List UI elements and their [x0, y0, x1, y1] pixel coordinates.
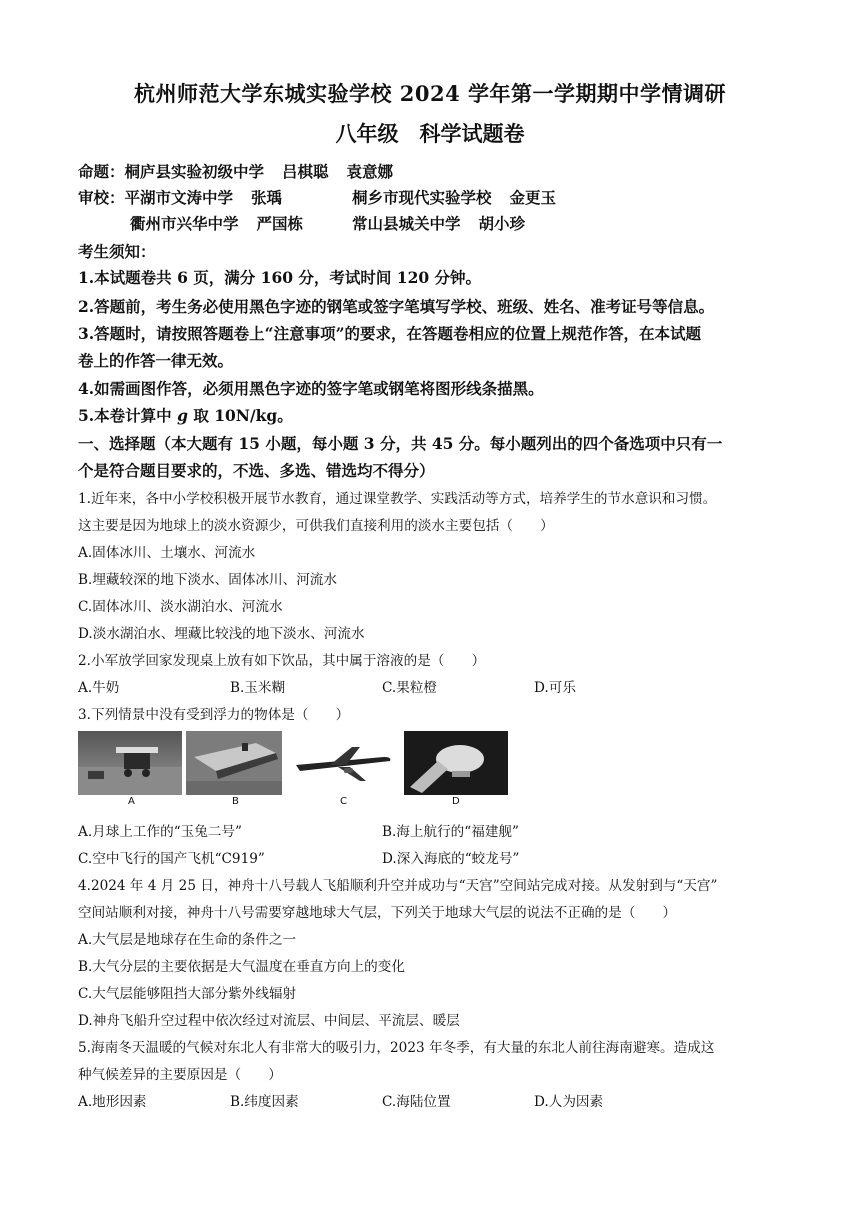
notice-item: 4.如需画图作答，必须用黑色字迹的签字笔或钢笔将图形线条描黑。: [78, 379, 544, 398]
q4-option-a: A.大气层是地球存在生命的条件之一: [78, 932, 297, 948]
q1-option-d: D.淡水湖泊水、埋藏比较浅的地下淡水、河流水: [78, 626, 365, 642]
mingti-label: 命题：: [78, 162, 125, 181]
reviewer-school: 衢州市兴华中学: [130, 214, 239, 233]
reviewer-name: 胡小珍: [478, 214, 526, 233]
q3-option-b: B.海上航行的“福建舰”: [382, 824, 519, 840]
author-row-mingti: [78, 160, 393, 182]
q1-stem: 1.近年来，各中小学校积极开展节水教育，通过课堂教学、实践活动等方式，培养学生的节水意识和习惯。: [78, 491, 717, 507]
author-row-shenxiao-2b: [352, 212, 525, 234]
q3-option-a: A.月球上工作的“玉兔二号”: [78, 824, 242, 840]
picture-label-d: D: [452, 796, 460, 807]
picture-label-c: C: [340, 796, 347, 807]
notice-item: 3.答题时，请按照答题卷上“注意事项”的要求，在答题卷相应的位置上规范作答，在本试题: [78, 324, 702, 343]
q1-option-b: B.埋藏较深的地下淡水、固体冰川、河流水: [78, 572, 337, 588]
author-row-shenxiao-1: [78, 186, 282, 208]
author-row-shenxiao-1b: [352, 186, 556, 208]
reviewer-name: 金更玉: [509, 188, 557, 207]
picture-label-b: B: [232, 796, 239, 807]
reviewer-school: 常山县城关中学: [352, 214, 461, 233]
section-heading: 一、选择题（本大题有 15 小题，每小题 3 分，共 45 分。每小题列出的四个备选项中只有一: [78, 434, 723, 453]
notice-item: 卷上的作答一律无效。: [78, 351, 234, 370]
q2-stem: 2.小军放学回家发现桌上放有如下饮品，其中属于溶液的是（ ）: [78, 653, 486, 669]
notice-item-5: 5.本卷计算中 g 取 10N/kg。: [78, 406, 293, 425]
q3-stem: 3.下列情景中没有受到浮力的物体是（ ）: [78, 707, 350, 723]
reviewer-school: 桐乡市现代实验学校: [352, 188, 492, 207]
notice-item: 2.答题前，考生务必使用黑色字迹的钢笔或签字笔填写学校、班级、姓名、准考证号等信息。: [78, 297, 715, 316]
q4-option-c: C.大气层能够阻挡大部分紫外线辐射: [78, 986, 297, 1002]
photo-lunar-rover: [78, 731, 182, 795]
photo-jiaolong-submersible: [404, 731, 508, 795]
author-name: 袁意娜: [346, 162, 394, 181]
q3-option-c: C.空中飞行的国产飞机“C919”: [78, 851, 265, 867]
q4-option-d: D.神舟飞船升空过程中依次经过对流层、中间层、平流层、暖层: [78, 1013, 460, 1029]
author-school: 桐庐县实验初级中学: [124, 162, 265, 181]
q5-option-b: B.纬度因素: [230, 1094, 299, 1110]
picture-label-a: A: [128, 796, 135, 807]
reviewer-school: 平湖市文涛中学: [124, 188, 234, 207]
q5-stem-cont: 种气候差异的主要原因是（ ）: [78, 1067, 282, 1083]
q2-option-a: A.牛奶: [78, 680, 120, 696]
author-row-shenxiao-2: [130, 212, 303, 234]
reviewer-name: 张瑀: [251, 188, 283, 207]
notice-item: 1.本试题卷共 6 页，满分 160 分，考试时间 120 分钟。: [78, 268, 482, 287]
shenxiao-label: 审校：: [78, 188, 125, 207]
q4-stem-cont: 空间站顺利对接，神舟十八号需要穿越地球大气层，下列关于地球大气层的说法不正确的是（ ）: [78, 905, 677, 921]
q2-option-b: B.玉米糊: [230, 680, 286, 696]
var-g: g: [177, 406, 188, 425]
q3-option-d: D.深入海底的“蛟龙号”: [382, 851, 520, 867]
q1-option-a: A.固体冰川、土壤水、河流水: [78, 545, 256, 561]
q1-option-c: C.固体冰川、淡水湖泊水、河流水: [78, 599, 283, 615]
q4-option-b: B.大气分层的主要依据是大气温度在垂直方向上的变化: [78, 959, 405, 975]
photo-aircraft-carrier: [186, 731, 282, 795]
q5-option-a: A.地形因素: [78, 1094, 147, 1110]
author-name: 吕棋聪: [282, 162, 329, 181]
q2-option-d: D.可乐: [534, 680, 576, 696]
q5-option-c: C.海陆位置: [382, 1094, 451, 1110]
q5-stem: 5.海南冬天温暖的气候对东北人有非常大的吸引力，2023 年冬季，有大量的东北人前往海南避寒。造成这: [78, 1040, 715, 1056]
reviewer-name: 严国栋: [256, 214, 304, 233]
exam-title: 杭州师范大学东城实验学校 2024 学年第一学期期中学情调研: [133, 81, 727, 106]
q5-option-d: D.人为因素: [534, 1094, 604, 1110]
exam-subtitle: 八年级 科学试题卷: [335, 121, 525, 146]
section-heading-cont: 个是符合题目要求的，不选、多选、错选均不得分）: [78, 461, 435, 480]
notice-heading: 考生须知：: [78, 242, 156, 261]
q1-stem-cont: 这主要是因为地球上的淡水资源少，可供我们直接利用的淡水主要包括（ ）: [78, 518, 554, 534]
q2-option-c: C.果粒橙: [382, 680, 438, 696]
q4-stem: 4.2024 年 4 月 25 日，神舟十八号载人飞船顺利升空并成功与“天宫”空间站完成对接。从发射到与“天宫”: [78, 878, 718, 894]
photo-c919-plane: [290, 731, 396, 795]
